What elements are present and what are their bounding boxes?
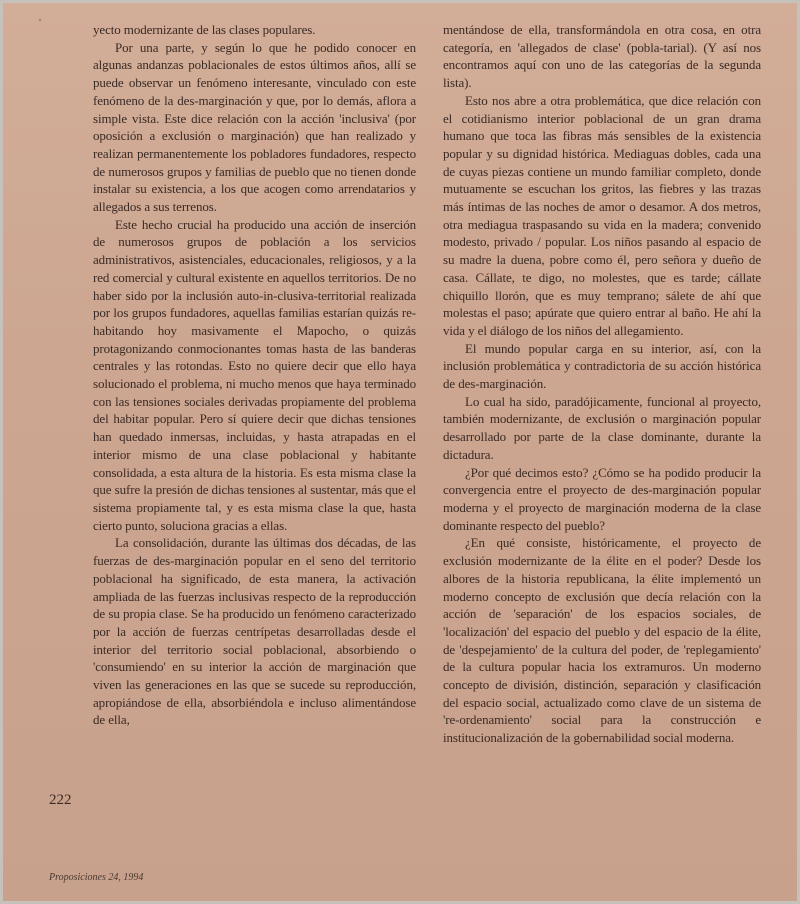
paragraph: Este hecho crucial ha producido una acción de inserción de numerosos grupos de población a los servicios administrativos, asistenciales, educacionales, religiosos, y a la red comercial y cultural existente en aquellos territorios. De no haber sido por la inclusión auto-in-clusiva-territorial realizada por los grupos fundadores, aquellas familias estarían quizás re-habitando hoy masivamente el Mapocho, o quizás protagonizando conmocionantes tomas hasta de las banderas centrales y las rotondas. Esto no quiere decir que ello haya solucionado el problema, ni mucho menos que haya terminado con las tensiones sociales derivadas propiamente del problema del habitar popular. Pero sí quiere decir que dichas tensiones han quedado inmersas, incluidas, y hasta atrapadas en el interior mismo de una clase poblacional y habitante consolidada, a esta altura de la historia. Es esta misma clase la que sufre la presión de dichas tensiones al sustentar, más que el sistema propiamente tal, y es esta misma clase la que, hasta cierto punto, soluciona gracias a ellas. [93,216,416,533]
footer-citation: Proposiciones 24, 1994 [49,872,144,883]
page-number: 222 [49,792,72,808]
paragraph: El mundo popular carga en su interior, así, con la inclusión problemática y contradictoria de su acción histórica de des-marginación. [443,340,761,392]
paragraph: Lo cual ha sido, paradójicamente, funcional al proyecto, también modernizante, de exclusión o marginación popular desarrollado por parte de la clase dominante, durante la dictadura. [443,393,761,462]
left-column [93,21,416,729]
paragraph: Esto nos abre a otra problemática, que dice relación con el cotidianismo interior poblacional de un gran drama humano que toca las fibras más sensibles de la existencia popular y su dignidad histórica. Mediaguas dobles, cada una de cuyas piezas contiene un mundo familiar completo, donde mutuamente se escuchan los gritos, las fiebres y las trazas más íntimas de las noches de amor o desamor. A dos metros, otra mediagua traspasando su vida en la madera; convenido modesto, privado / popular. Los niños pasando al espacio de su madre la duena, pobre como él, pero señora y dueño de casa. Cállate, te digo, no molestes, que es tarde; cállate chiquillo llorón, que es muy temprano; sálete de ahí que molestas el paso; apúrate que quiero entrar al baño. He ahí la vida y el diálogo de los niños del allegamiento. [443,92,761,338]
right-column [443,21,761,747]
paragraph: Por una parte, y según lo que he podido conocer en algunas andanzas poblacionales de estos últimos años, allí se puede observar un fenómeno interesante, vinculado con este fenómeno de la des-marginación y que, por lo demás, aflora a simple vista. Este dice relación con la acción 'inclusiva' (por oposición a exclusión o marginación) que han realizado y realizan permanentemente los pobladores fundadores, respecto de numerosos grupos y familias de pueblo que no tienen donde instalar su existencia, a los que acogen como arrendatarios y allegados a sus terrenos. [93,39,416,215]
paragraph: mentándose de ella, transformándola en otra cosa, en otra categoría, en 'allegados de clase' (pobla-tarial). (Y así nos encontramos aquí con uno de las categorías de la segunda lista). [443,22,761,91]
paragraph: ¿En qué consiste, históricamente, el proyecto de exclusión modernizante de la élite en el poder? Desde los albores de la historia republicana, la élite implementó un moderno concepto de exclusión que decía relación con la acción de 'separación' de los espacios sociales, de 'localización' del espacio del pueblo y del espacio de la élite, de 'despejamiento' de la cultura del poder, de 'replegamiento' de la cultura popular hacia los extramuros. Un moderno concepto de división, distinción, separación y clasificación del espacio social, actualizado como clave de un sistema de 're-ordenamiento' social para la construcción e institucionalización de la gobernabilidad social moderna. [443,535,761,746]
corner-mark: ' [39,17,41,29]
paragraph: yecto modernizante de las clases populares. [93,22,316,37]
paragraph: ¿Por qué decimos esto? ¿Cómo se ha podido producir la convergencia entre el proyecto de des-marginación popular moderna y el proyecto de marginación moderna de la clase dominante respecto del pueblo? [443,464,761,533]
paragraph: La consolidación, durante las últimas dos décadas, de las fuerzas de des-marginación popular en el seno del territorio poblacional ha significado, de esta manera, la activación ampliada de las fuerzas inclusivas respecto de la reproducción de su propia clase. Se ha producido un fenómeno caracterizado por la acción de fuerzas centrípetas desarrolladas desde el interior del territorio social poblacional, absorbiendo o 'consumiendo' en su interior la acción de marginación que viven las generaciones en las que se sucede su reproducción, apropiándose de ella, absorbiéndola e incluso alimentándose de ella, [93,535,416,728]
